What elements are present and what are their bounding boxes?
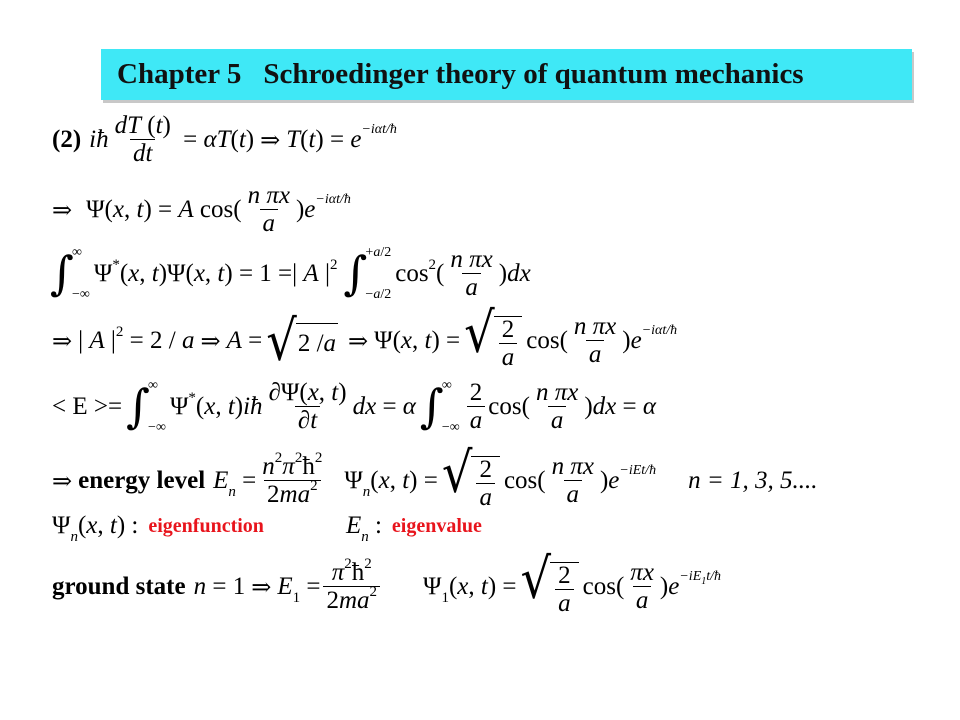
ground-state-text: ground state (52, 572, 186, 600)
equation-label: (2) (52, 126, 82, 154)
eigenvalue-label: eigenvalue (391, 514, 482, 537)
equation-eigen-labels: $\Psi_n(x$, t) : eigenfunction $E_n$ : eigenvalue (52, 512, 482, 545)
chapter-title: Schroedinger theory of quantum mechanics (263, 58, 804, 90)
equation-time-dependence: (2) iħ $\frac{dT (t)}{dt}$ = αT(t) ⇒ $T(t) = e^{-i\alpha t/ħ}$ (52, 112, 397, 168)
energy-level-text: energy level (78, 466, 206, 494)
equation-ground-state: ground state n = 1 ⇒ $E_1$ = $\frac{\pi^2ħ^2}{2ma^2}$ $\Psi_1(x$, t) = √ $\frac{2}{a}$ cos( $\frac{\pi x}{a}$ )$e^{-iE_1t/ħ}$ (52, 546, 722, 618)
equation-energy-levels: ⇒ energy level $E_n$ = $\frac{n^2\pi^2ħ^2}{2ma^2}$ $\Psi_n(x$, t) = √ $\frac{2}{a}$ cos( $\frac{\text{n πx}}{a}$ )$e^{-iEt/ħ}$ n = 1, 3, 5.... (52, 440, 818, 512)
expectation-label: < E >= (52, 393, 123, 420)
equation-normalization: ∫ ∞ −∞ Ψ*(x, t)Ψ(x, t) = 1 =| A $|^2$ ∫ +a/2 −a/2 $\cos^2$( $\frac{\text{n πx}}{a}$ )dx (50, 245, 531, 302)
equation-amplitude: ⇒ | A $|^2 = 2 / a$ ⇒ A = √ 2 / a ⇒ Ψ(x, t) = √ $\frac{2}{a}$ cos( $\frac{\text{n πx}}{a}$ )$e^{-i\alpha t/ħ}$ (52, 300, 678, 374)
n-values: n = 1, 3, 5.... (688, 466, 818, 494)
chapter-label: Chapter 5 (117, 58, 242, 90)
equation-expectation-energy: < E >= ∫ ∞ −∞ Ψ*(x, t)iħ $\frac{\partial\Psi(x, t)}{\partial t}$ dx = α ∫ ∞ −∞ $\frac{2}{a}$ cos( $\frac{\text{n πx}}{a}$ )dx = α (52, 378, 656, 435)
equation-wavefunction: ⇒ Ψ(x, t) = A cos( $\frac{\text{n πx}}{a}$ )$e^{-i\alpha t/ħ}$ (52, 182, 351, 238)
title-bar (101, 49, 912, 100)
page-title (117, 58, 804, 91)
eigenfunction-label: eigenfunction (148, 514, 264, 537)
